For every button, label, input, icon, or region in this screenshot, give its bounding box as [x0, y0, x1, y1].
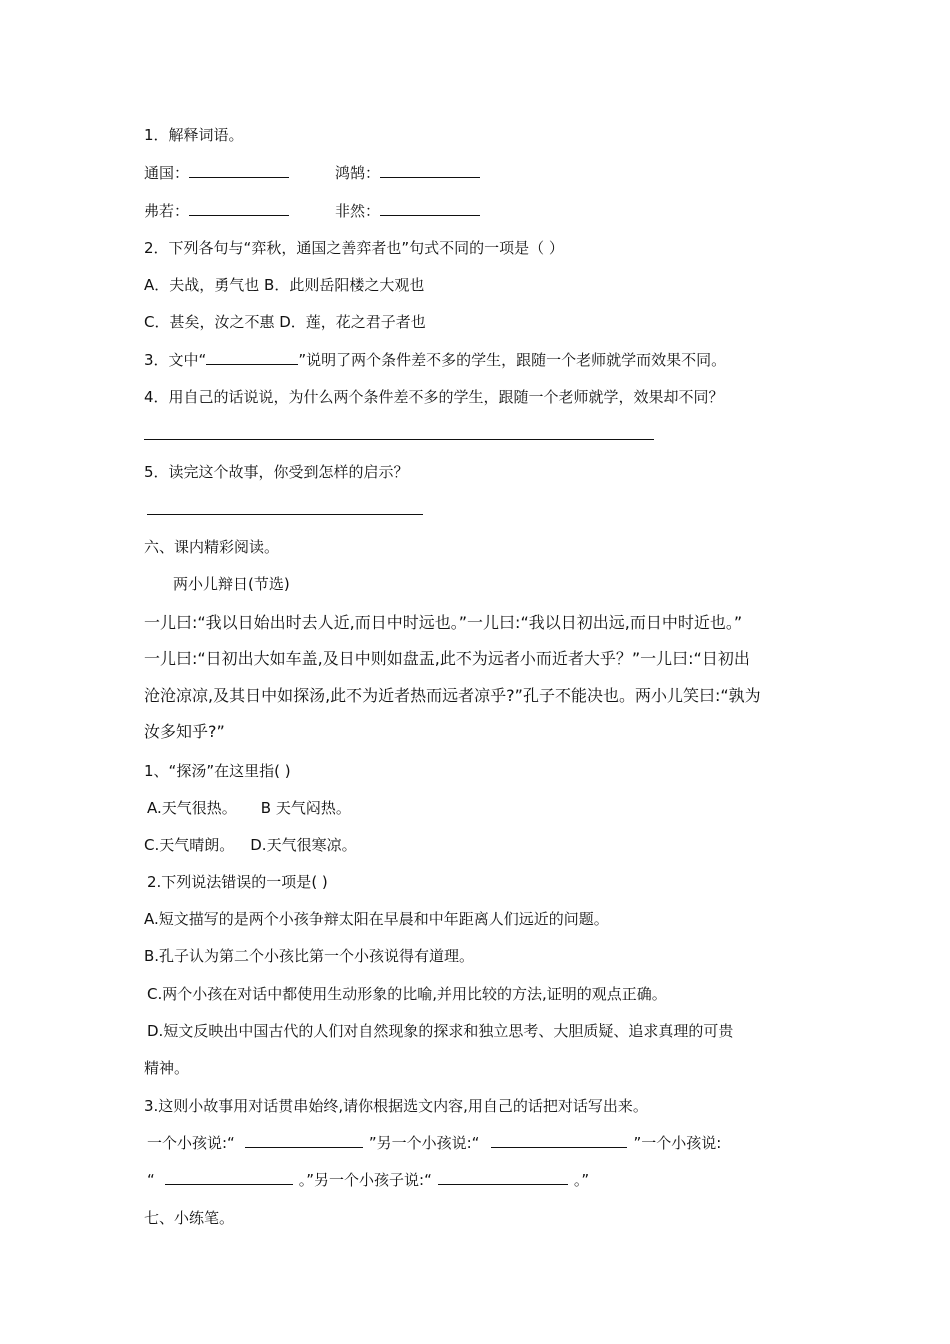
answer-blank[interactable]: [189, 163, 289, 178]
answer-blank[interactable]: [380, 163, 480, 178]
dialogue-text: 一个小孩说:“: [147, 1134, 235, 1152]
q3-part-2: ”说明了两个条件差不多的学生，跟随一个老师就学而效果不同。: [298, 351, 727, 369]
passage-line: 汝多知乎?”: [144, 722, 225, 741]
q4-stem: 4．用自己的话说说，为什么两个条件差不多的学生，跟随一个老师就学，效果却不同？: [144, 388, 724, 406]
passage-line: 一儿曰:“日初出大如车盖,及日中则如盘盂,此不为远者小而近者大乎？”一儿曰:“日初出: [144, 649, 750, 668]
q3-part-1: 3．文中“: [144, 351, 207, 369]
word-honghu: 鸿鹄：: [335, 164, 381, 182]
s6-q1-options-cd: [144, 834, 357, 855]
word-feiran: 非然：: [335, 202, 381, 220]
dialogue-text: “: [147, 1171, 155, 1189]
vocab-row-2: [144, 200, 480, 221]
q2-options-ab: A．夫战，勇气也 B．此则岳阳楼之大观也: [144, 276, 425, 294]
s6-q1-options-ab: [147, 797, 351, 818]
dialogue-text: 。”另一个小孩子说:“: [298, 1171, 432, 1189]
answer-line[interactable]: [147, 514, 423, 515]
option-d: D.天气很寒凉。: [250, 836, 357, 854]
q1-heading: 1．解释词语。: [144, 126, 244, 144]
s6-q2-option-d: D.短文反映出中国古代的人们对自然现象的探求和独立思考、大胆质疑、追求真理的可贵: [147, 1022, 734, 1040]
answer-blank[interactable]: [189, 201, 289, 216]
passage-title: 两小儿辩日(节选): [173, 575, 290, 593]
passage-line: 一儿曰:“我以日始出时去人近,而日中时远也。”一儿曰:“我以日初出远,而日中时近也。”: [144, 613, 743, 632]
q2-stem: 2．下列各句与“弈秋，通国之善弈者也”句式不同的一项是（ ）: [144, 239, 564, 257]
word-tongguo: 通国：: [144, 164, 190, 182]
dialogue-text: 。”: [573, 1171, 590, 1189]
dialogue-line-1: [147, 1132, 721, 1153]
passage-line: 沧沧凉凉,及其日中如探汤,此不为近者热而远者凉乎?”孔子不能决也。两小儿笑曰:“孰为: [144, 686, 761, 705]
answer-blank[interactable]: [165, 1170, 293, 1185]
option-c: C.天气晴朗。: [144, 836, 235, 854]
q5-stem: 5．读完这个故事，你受到怎样的启示？: [144, 463, 409, 481]
option-a: A.天气很热。: [147, 799, 237, 817]
word-furuo: 弗若：: [144, 202, 190, 220]
dialogue-line-2: [147, 1169, 589, 1190]
q2-options-cd: C．甚矣，汝之不惠 D．莲，花之君子者也: [144, 313, 426, 331]
answer-blank[interactable]: [206, 350, 298, 365]
s6-q1-stem: 1、“探汤”在这里指( ): [144, 762, 291, 780]
s6-q2-option-d-cont: 精神。: [144, 1059, 190, 1077]
section-7-heading: 七、小练笔。: [144, 1209, 235, 1227]
dialogue-text: ”另一个小孩说:“: [368, 1134, 480, 1152]
s6-q2-stem: 2.下列说法错误的一项是( ): [147, 873, 328, 891]
s6-q2-option-a: A.短文描写的是两个小孩争辩太阳在早晨和中年距离人们远近的问题。: [144, 910, 609, 928]
s6-q2-option-c: C.两个小孩在对话中都使用生动形象的比喻,并用比较的方法,证明的观点正确。: [147, 985, 667, 1003]
answer-blank[interactable]: [245, 1133, 363, 1148]
dialogue-text: ”一个小孩说:: [633, 1134, 722, 1152]
s6-q3-stem: 3.这则小故事用对话贯串始终,请你根据选文内容,用自己的话把对话写出来。: [144, 1097, 648, 1115]
answer-line[interactable]: [144, 439, 654, 440]
option-b: B 天气闷热。: [260, 799, 351, 817]
s6-q2-option-b: B.孔子认为第二个小孩比第一个小孩说得有道理。: [144, 947, 475, 965]
answer-blank[interactable]: [438, 1170, 568, 1185]
q3-stem: [144, 349, 726, 370]
vocab-row-1: [144, 162, 480, 183]
answer-blank[interactable]: [491, 1133, 627, 1148]
answer-blank[interactable]: [380, 201, 480, 216]
section-6-heading: 六、课内精彩阅读。: [144, 538, 280, 556]
